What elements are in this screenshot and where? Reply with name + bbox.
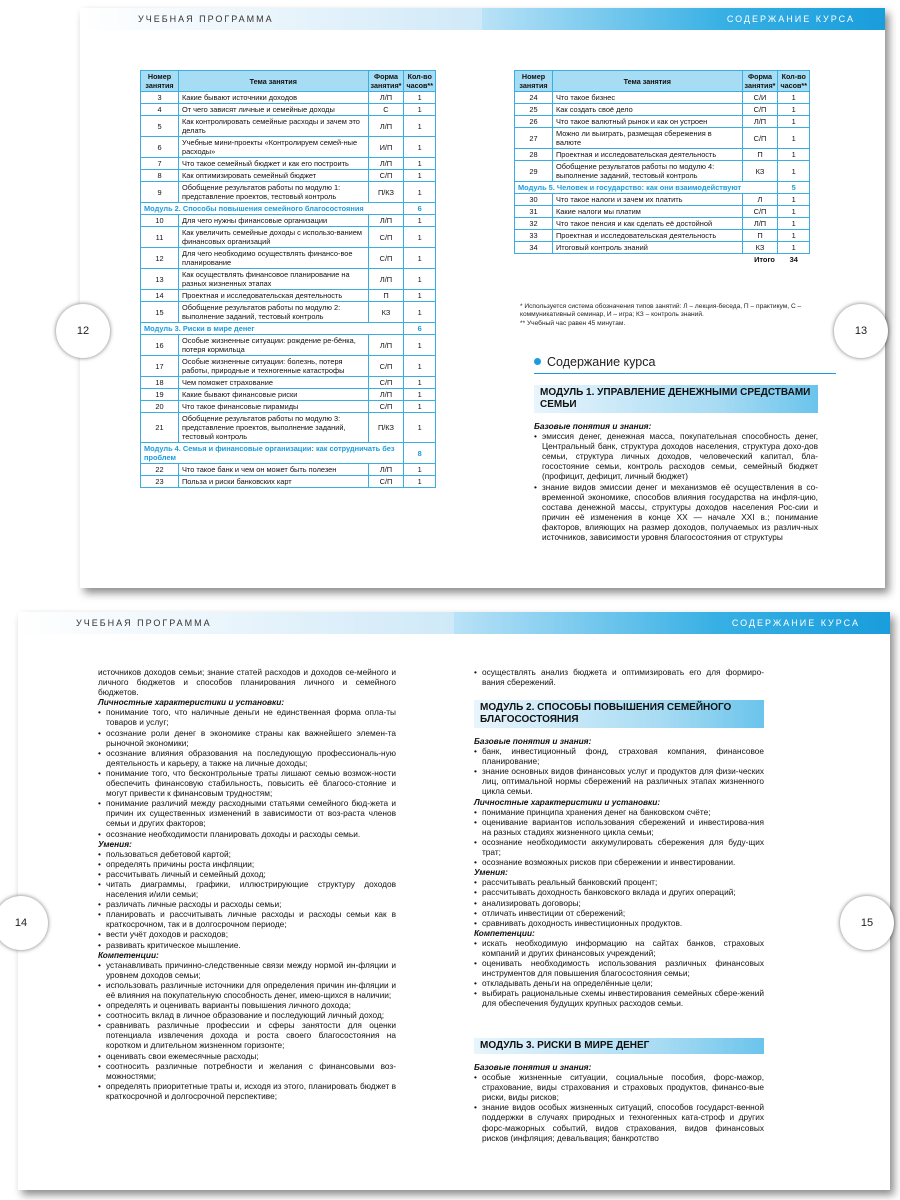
list-item: • анализировать договоры;	[474, 898, 764, 908]
spread-pages-12-13	[76, 8, 885, 588]
list-item: • осознание необходимости аккумулировать сбережения для буду-щих трат;	[474, 837, 764, 857]
lesson-topic: Чем поможет страхование	[179, 377, 369, 389]
table-row	[141, 401, 436, 413]
list-item: • знание видов эмиссии денег и механизмов её осуществления в со-временной экономике, способов влияния государства на инфля-цию, состава денежной массы, структуры доходов населения Рос-сии и причин её изменения в конце XX — начале XXI в.; понимание факторов, влияющих на размер доходов, получаемых из различ-ных источников, зависимости уровня благосостояния от структуры	[534, 482, 818, 543]
list-item: • различать личные расходы и расходы семьи;	[98, 899, 396, 909]
lesson-form: С/П	[368, 248, 404, 269]
list-item: • определять и оценивать варианты повышения личного дохода;	[98, 1000, 396, 1010]
page-number-14: 14	[0, 896, 48, 950]
lesson-hours: 1	[778, 206, 810, 218]
lesson-hours: 1	[778, 128, 810, 149]
lesson-form: С/П	[368, 476, 404, 488]
lesson-hours: 1	[404, 302, 436, 323]
list-item: • осознание возможных рисков при сбережении и инвестировании.	[474, 857, 764, 867]
lesson-number: 9	[141, 182, 179, 203]
lesson-number: 4	[141, 104, 179, 116]
module-row	[515, 182, 810, 194]
lesson-hours: 1	[404, 413, 436, 443]
subheading: Базовые понятия и знания:	[474, 736, 592, 746]
table-row	[515, 206, 810, 218]
lesson-hours: 1	[778, 92, 810, 104]
lesson-form: Л/П	[742, 116, 778, 128]
lesson-hours: 1	[404, 227, 436, 248]
lesson-number: 7	[141, 158, 179, 170]
lesson-form: С/П	[742, 128, 778, 149]
bullet-list	[474, 938, 764, 1009]
subheading: Личностные характеристики и установки:	[474, 796, 661, 807]
col-header-form: Форма занятия*	[742, 71, 778, 92]
lesson-form: Л/П	[368, 116, 404, 137]
lesson-topic: Как оптимизировать семейный бюджет	[179, 170, 369, 182]
lesson-number: 25	[515, 104, 553, 116]
list-item: • соотносить вклад в личное образование и последующий личный доход;	[98, 1010, 396, 1020]
lesson-form: П/КЗ	[368, 182, 404, 203]
lesson-number: 34	[515, 242, 553, 254]
lesson-number: 27	[515, 128, 553, 149]
lesson-hours: 1	[404, 464, 436, 476]
lesson-topic: Что такое валютный рынок и как он устроен	[553, 116, 743, 128]
module-row-title: Модуль 4. Семья и финансовые организации: как сотрудничать без проблем	[141, 443, 404, 464]
lesson-topic: Проектная и исследовательская деятельность	[553, 149, 743, 161]
lesson-hours: 1	[404, 248, 436, 269]
list-item: • рассчитывать доходность банковского вклада и других операций;	[474, 887, 764, 897]
lesson-form: С/П	[368, 356, 404, 377]
lesson-hours: 1	[404, 182, 436, 203]
lesson-topic: Что такое финансовые пирамиды	[179, 401, 369, 413]
bullet-list	[474, 746, 764, 796]
list-item: • понимание того, что наличные деньги не единственная форма опла-ты товаров и услуг;	[98, 707, 396, 727]
lesson-number: 31	[515, 206, 553, 218]
lesson-number: 15	[141, 302, 179, 323]
lesson-form: С/И	[742, 92, 778, 104]
lesson-hours: 1	[404, 476, 436, 488]
subheading: Компетенции:	[474, 927, 535, 938]
list-item: • искать необходимую информацию на сайтах банков, страховых компаний и других финансовых учреждений;	[474, 938, 764, 958]
spread-pages-14-15	[14, 612, 890, 1190]
lesson-form: П	[368, 290, 404, 302]
lesson-number: 10	[141, 215, 179, 227]
lesson-topic: Что такое семейный бюджет и как его построить	[179, 158, 369, 170]
table-row	[515, 242, 810, 254]
list-item: • откладывать деньги на определённые цели;	[474, 978, 764, 988]
footnote-lesson-types: * Используется система обозначения типов занятий: Л – лекция-беседа, П – практикум, С – коммуникативный семинар, И – игра; КЗ – контроль знаний.	[520, 303, 802, 319]
page-14-text	[98, 667, 396, 1101]
table-row	[515, 194, 810, 206]
lesson-topic: Обобщение результатов работы по модулю 1: представление проектов, тестовый контроль	[179, 182, 369, 203]
table-row	[141, 170, 436, 182]
lesson-form: С/П	[368, 401, 404, 413]
list-item: • осознание роли денег в экономике страны как важнейшего элемен-та рыночной экономики;	[98, 728, 396, 748]
lesson-number: 3	[141, 92, 179, 104]
lesson-topic: От чего зависят личные и семейные доходы	[179, 104, 369, 116]
lesson-hours: 1	[404, 116, 436, 137]
lesson-hours: 1	[404, 290, 436, 302]
bullet-dot-icon	[534, 358, 541, 365]
lesson-topic: Что такое бизнес	[553, 92, 743, 104]
lesson-hours: 1	[778, 194, 810, 206]
list-item: • отличать инвестиции от сбережений;	[474, 908, 764, 918]
lesson-topic: Как контролировать семейные расходы и зачем это делать	[179, 116, 369, 137]
lesson-form: С/П	[368, 227, 404, 248]
table-row	[141, 92, 436, 104]
lesson-number: 14	[141, 290, 179, 302]
subheading: Базовые понятия и знания:	[534, 421, 652, 431]
list-item: • использовать различные источники для определения причин ин-фляции и её влияния на покупательную способность денег, имею-щихся в наличии;	[98, 980, 396, 1000]
lesson-form: Л/П	[368, 92, 404, 104]
lesson-topic: Учебные мини-проекты «Контролируем семей-ные расходы»	[179, 137, 369, 158]
lesson-number: 21	[141, 413, 179, 443]
lesson-number: 19	[141, 389, 179, 401]
lesson-number: 16	[141, 335, 179, 356]
lesson-form: С/П	[368, 377, 404, 389]
module-row	[141, 323, 436, 335]
table-row	[515, 149, 810, 161]
running-header-left: УЧЕБНАЯ ПРОГРАММА	[18, 612, 454, 634]
lesson-table-page-12	[140, 70, 436, 488]
table-row	[515, 218, 810, 230]
table-row	[141, 116, 436, 137]
table-row	[141, 158, 436, 170]
lesson-number: 32	[515, 218, 553, 230]
bullet-list	[98, 707, 396, 838]
lesson-number: 13	[141, 269, 179, 290]
table-row	[141, 476, 436, 488]
lesson-number: 30	[515, 194, 553, 206]
page-15-text	[474, 667, 764, 687]
list-item: • осуществлять анализ бюджета и оптимизировать его для формиро-вания сбережений.	[474, 667, 764, 687]
table-row	[141, 389, 436, 401]
bullet-list	[474, 877, 764, 927]
list-item: • читать диаграммы, графики, иллюстрирующие структуру доходов населения и/или семьи;	[98, 879, 396, 899]
section-title	[534, 355, 655, 369]
list-item: • осознание влияния образования на последующую профессиональ-ную деятельность и карьеру, а также на личные доходы;	[98, 748, 396, 768]
section-title-text: Содержание курса	[547, 355, 656, 369]
table-row	[141, 302, 436, 323]
lesson-topic: Что такое пенсия и как сделать её достойной	[553, 218, 743, 230]
lesson-form: КЗ	[742, 161, 778, 182]
subheading: Личностные характеристики и установки:	[98, 697, 285, 708]
lesson-hours: 1	[404, 389, 436, 401]
lesson-hours: 1	[778, 149, 810, 161]
lesson-hours: 1	[404, 92, 436, 104]
lesson-topic: Что такое банк и чем он может быть полезен	[179, 464, 369, 476]
lesson-topic: Можно ли выиграть, размещая сбережения в валюте	[553, 128, 743, 149]
lesson-number: 26	[515, 116, 553, 128]
table-row	[515, 161, 810, 182]
total-label: Итого	[515, 254, 778, 266]
module-2-title: МОДУЛЬ 2. СПОСОБЫ ПОВЫШЕНИЯ СЕМЕЙНОГО БЛАГОСОСТОЯНИЯ	[474, 700, 764, 728]
total-value: 34	[778, 254, 810, 266]
list-item: • планировать и рассчитывать личные расходы и расходы семьи как в краткосрочном, так и в долгосрочном периоде;	[98, 909, 396, 929]
lesson-number: 11	[141, 227, 179, 248]
lesson-form: Л/П	[368, 215, 404, 227]
table-header-row	[515, 71, 810, 92]
lesson-hours: 1	[778, 242, 810, 254]
table-row	[515, 104, 810, 116]
lesson-form: С/П	[742, 206, 778, 218]
table-row	[515, 92, 810, 104]
lesson-hours: 1	[404, 377, 436, 389]
bullet-list	[474, 807, 764, 868]
list-item: • сравнивать различные профессии и сферы занятости для оценки потенциала извлечения дохода и роста своего благосостояния на коротком и длительном жизненном горизонте;	[98, 1020, 396, 1050]
list-item: • устанавливать причинно-следственные связи между нормой ин-фляции и уровнем доходов семьи;	[98, 960, 396, 980]
lesson-form: С/П	[368, 170, 404, 182]
lesson-hours: 1	[404, 335, 436, 356]
list-item: • рассчитывать личный и семейный доход;	[98, 869, 396, 879]
lesson-form: КЗ	[742, 242, 778, 254]
module-row-hours: 6	[404, 323, 436, 335]
list-item: • знание основных видов финансовых услуг и продуктов для физи-ческих лиц, оптимальной нормы сбережений на различных этапах жизненного цикла семьи.	[474, 766, 764, 796]
module-row-title: Модуль 3. Риски в мире денег	[141, 323, 404, 335]
bullet-list	[474, 667, 764, 687]
bullet-list	[98, 849, 396, 950]
table-header-row	[141, 71, 436, 92]
lesson-topic: Итоговый контроль знаний	[553, 242, 743, 254]
footnote-hour-length: ** Учебный час равен 45 минутам.	[520, 319, 626, 327]
table-row	[141, 413, 436, 443]
lesson-hours: 1	[778, 116, 810, 128]
list-item: • эмиссия денег, денежная масса, покупательная способность денег, Центральный банк, структура доходов населения, структура дохо-дов семьи, структура личных доходов, человеческий капитал, бла-госостояние семьи, контроль расходов семьи, семейный бюджет (профицит, дефицит, личный бюджет)	[534, 431, 818, 481]
lesson-number: 8	[141, 170, 179, 182]
running-header-right: СОДЕРЖАНИЕ КУРСА	[482, 8, 885, 30]
lesson-topic: Какие бывают источники доходов	[179, 92, 369, 104]
lesson-hours: 1	[404, 356, 436, 377]
lesson-form: Л/П	[368, 335, 404, 356]
lesson-topic: Как осуществлять финансовое планирование на разных жизненных этапах	[179, 269, 369, 290]
list-item: • знание видов особых жизненных ситуаций, способов государст-венной поддержки в случаях природных и техногенных ката-строф и других форс-мажорных событий, видов страхования, видов финансовых рисков (инфляция; девальвация; банкротство	[474, 1102, 764, 1142]
module-row-hours: 5	[778, 182, 810, 194]
bullet-list	[98, 960, 396, 1101]
lesson-topic: Польза и риски банковских карт	[179, 476, 369, 488]
lesson-topic: Какие налоги мы платим	[553, 206, 743, 218]
lesson-topic: Что такое налоги и зачем их платить	[553, 194, 743, 206]
module-row-title: Модуль 5. Человек и государство: как они взаимодействуют	[515, 182, 778, 194]
list-item: • оценивать свои ежемесячные расходы;	[98, 1051, 396, 1061]
lesson-topic: Обобщение результатов работы по модулю 3: представление проектов, выполнение заданий, тестовый контроль	[179, 413, 369, 443]
table-row	[141, 137, 436, 158]
table-row	[141, 290, 436, 302]
table-row	[141, 182, 436, 203]
lesson-topic: Как увеличить семейные доходы с использо-ванием финансовых организаций	[179, 227, 369, 248]
list-item: • выбирать рациональные схемы инвестирования семейных сбере-жений для обеспечения будущих крупных расходов семьи.	[474, 988, 764, 1008]
col-header-hours: Кол-во часов**	[778, 71, 810, 92]
lesson-topic: Какие бывают финансовые риски	[179, 389, 369, 401]
table-row	[141, 215, 436, 227]
list-item: • особые жизненные ситуации, социальные пособия, форс-мажор, страхование, виды страхования и страховых продуктов, финансо-вые риски, виды рисков;	[474, 1072, 764, 1102]
lesson-topic: Обобщение результатов работы по модулю 4: выполнение заданий, тестовый контроль	[553, 161, 743, 182]
list-item: • соотносить различные потребности и желания с финансовыми воз-можностями;	[98, 1061, 396, 1081]
module-1-content	[534, 421, 818, 542]
lesson-number: 6	[141, 137, 179, 158]
lesson-topic: Особые жизненные ситуации: болезнь, потеря работы, природные и техногенные катастрофы	[179, 356, 369, 377]
col-header-hours: Кол-во часов**	[404, 71, 436, 92]
paragraph: источников доходов семьи; знание статей расходов и доходов се-мейного и личного бюджетов и способов планирования личного и семейного бюджетов.	[98, 667, 396, 698]
lesson-form: Л/П	[368, 158, 404, 170]
col-header-number: Номер занятия	[141, 71, 179, 92]
list-item: • банк, инвестиционный фонд, страховая компания, финансовое планирование;	[474, 746, 764, 766]
lesson-number: 28	[515, 149, 553, 161]
col-header-form: Форма занятия*	[368, 71, 404, 92]
table-row	[515, 128, 810, 149]
lesson-topic: Для чего необходимо осуществлять финансо-вое планирование	[179, 248, 369, 269]
bullet-list	[474, 1072, 764, 1143]
lesson-form: С/П	[742, 104, 778, 116]
list-item: • понимание различий между расходными статьями семейного бюд-жета и причин их существенных изменений в зависимости от воз-раста членов семьи и других факторов;	[98, 798, 396, 828]
col-header-topic: Тема занятия	[553, 71, 743, 92]
list-item: • понимание того, что бесконтрольные траты лишают семью возмож-ности обеспечить финансовую стабильность, повысить её благосо-стояние и могут привести к финансовым трудностям;	[98, 768, 396, 798]
lesson-topic: Для чего нужны финансовые организации	[179, 215, 369, 227]
lesson-topic: Как создать своё дело	[553, 104, 743, 116]
lesson-form: КЗ	[368, 302, 404, 323]
subheading: Базовые понятия и знания:	[474, 1062, 592, 1072]
table-row	[515, 230, 810, 242]
lesson-hours: 1	[404, 158, 436, 170]
list-item: • вести учёт доходов и расходов;	[98, 929, 396, 939]
lesson-form: Л	[742, 194, 778, 206]
section-underline	[534, 373, 836, 374]
lesson-number: 12	[141, 248, 179, 269]
lesson-form: П	[742, 230, 778, 242]
lesson-number: 17	[141, 356, 179, 377]
table-row	[141, 269, 436, 290]
list-item: • оценивать необходимость использования различных финансовых инструментов для повышения благосостояния семьи;	[474, 958, 764, 978]
lesson-number: 20	[141, 401, 179, 413]
table-row	[141, 248, 436, 269]
lesson-form: Л/П	[368, 269, 404, 290]
page-number-15: 15	[840, 896, 894, 950]
module-row-hours: 8	[404, 443, 436, 464]
module-row-title: Модуль 2. Способы повышения семейного благосостояния	[141, 203, 404, 215]
bullet-list	[534, 431, 818, 542]
lesson-hours: 1	[404, 137, 436, 158]
list-item: • определять приоритетные траты и, исходя из этого, планировать бюджет в краткосрочной и долгосрочной перспективе;	[98, 1081, 396, 1101]
module-1-title: МОДУЛЬ 1. УПРАВЛЕНИЕ ДЕНЕЖНЫМИ СРЕДСТВАМИ СЕМЬИ	[534, 385, 818, 413]
lesson-number: 33	[515, 230, 553, 242]
col-header-number: Номер занятия	[515, 71, 553, 92]
page-number-12: 12	[56, 304, 110, 358]
list-item: • развивать критическое мышление.	[98, 940, 396, 950]
table-row	[141, 104, 436, 116]
lesson-hours: 1	[404, 170, 436, 182]
list-item: • пользоваться дебетовой картой;	[98, 849, 396, 859]
lesson-number: 24	[515, 92, 553, 104]
col-header-topic: Тема занятия	[179, 71, 369, 92]
list-item: • рассчитывать реальный банковский процент;	[474, 877, 764, 887]
lesson-form: Л/П	[368, 389, 404, 401]
lesson-hours: 1	[404, 269, 436, 290]
table-row	[141, 227, 436, 248]
lesson-number: 23	[141, 476, 179, 488]
total-row	[515, 254, 810, 266]
running-header-right: СОДЕРЖАНИЕ КУРСА	[454, 612, 890, 634]
lesson-hours: 1	[778, 218, 810, 230]
lesson-topic: Проектная и исследовательская деятельность	[179, 290, 369, 302]
table-row	[141, 464, 436, 476]
lesson-number: 29	[515, 161, 553, 182]
list-item: • оценивание вариантов использования сбережений и инвестирова-ния на разных стадиях жизненного цикла семьи;	[474, 817, 764, 837]
module-2-content	[474, 736, 764, 1009]
module-3-title: МОДУЛЬ 3. РИСКИ В МИРЕ ДЕНЕГ	[474, 1038, 764, 1054]
table-row	[141, 335, 436, 356]
lesson-form: П	[742, 149, 778, 161]
lesson-table-page-13	[514, 70, 810, 265]
lesson-hours: 1	[778, 230, 810, 242]
list-item: • понимание принципа хранения денег на банковском счёте;	[474, 807, 764, 817]
lesson-topic: Обобщение результатов работы по модулю 2: выполнение заданий, тестовый контроль	[179, 302, 369, 323]
subheading: Компетенции:	[98, 949, 159, 960]
page-number-13: 13	[834, 304, 888, 358]
table-row	[515, 116, 810, 128]
lesson-form: Л/П	[742, 218, 778, 230]
lesson-form: С	[368, 104, 404, 116]
table-footnotes	[520, 303, 832, 328]
lesson-hours: 1	[404, 104, 436, 116]
subheading: Умения:	[474, 867, 508, 878]
lesson-number: 22	[141, 464, 179, 476]
lesson-number: 18	[141, 377, 179, 389]
list-item: • осознание необходимости планировать доходы и расходы семьи.	[98, 829, 396, 839]
list-item: • сравнивать доходность инвестиционных продуктов.	[474, 918, 764, 928]
subheading: Умения:	[98, 838, 132, 849]
table-row	[141, 356, 436, 377]
table-row	[141, 377, 436, 389]
module-row-hours: 6	[404, 203, 436, 215]
lesson-topic: Особые жизненные ситуации: рождение ре-бёнка, потеря кормильца	[179, 335, 369, 356]
lesson-hours: 1	[778, 104, 810, 116]
lesson-number: 5	[141, 116, 179, 137]
list-item: • определять причины роста инфляции;	[98, 859, 396, 869]
lesson-form: П/КЗ	[368, 413, 404, 443]
lesson-topic: Проектная и исследовательская деятельность	[553, 230, 743, 242]
module-row	[141, 443, 436, 464]
lesson-hours: 1	[778, 161, 810, 182]
lesson-form: И/П	[368, 137, 404, 158]
module-row	[141, 203, 436, 215]
lesson-form: Л/П	[368, 464, 404, 476]
lesson-hours: 1	[404, 401, 436, 413]
running-header-left: УЧЕБНАЯ ПРОГРАММА	[80, 8, 482, 30]
module-3-content	[474, 1062, 764, 1143]
lesson-hours: 1	[404, 215, 436, 227]
